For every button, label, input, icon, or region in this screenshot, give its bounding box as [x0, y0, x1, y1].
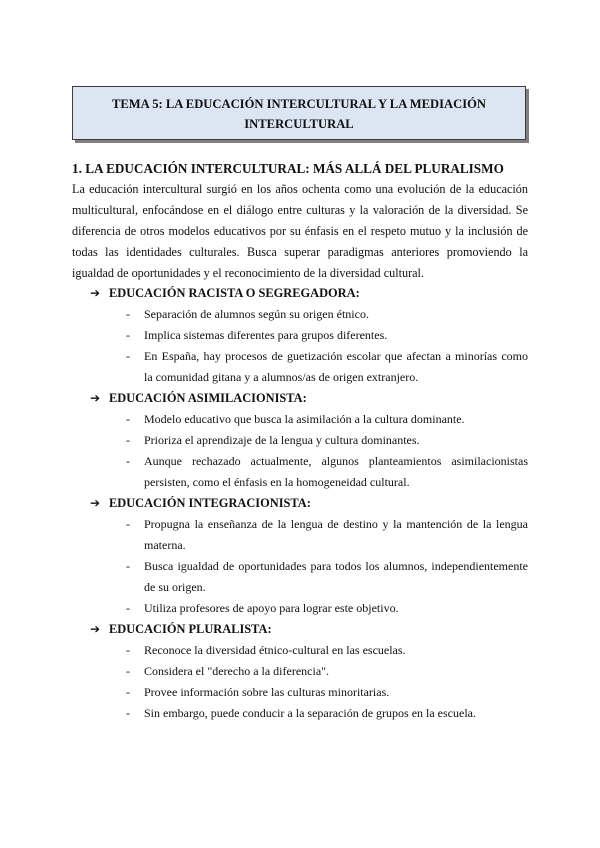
intro-line: La educación intercultural surgió en los años ochenta como una evolución de la educación: [72, 182, 528, 196]
list-item-text: Modelo educativo que busca la asimilación a la cultura dominante.: [144, 412, 465, 426]
model-heading-asimilacionista: [0, 388, 600, 409]
list-item: [0, 514, 528, 556]
list-item-text: Implica sistemas diferentes para grupos diferentes.: [144, 328, 388, 342]
list-item: [0, 451, 528, 493]
dash-icon: -: [126, 601, 130, 615]
model-heading-pluralista: [0, 619, 600, 640]
list-item: [0, 430, 528, 451]
dash-icon: -: [126, 685, 130, 699]
list-item-text: En España, hay procesos de guetización escolar que afectan a minorías como: [144, 349, 528, 363]
dash-icon: -: [126, 706, 130, 720]
intro-line: multicultural, enfocándose en el diálogo entre culturas y la valoración de la diversidad. Se: [72, 203, 528, 217]
models-list: [0, 283, 600, 724]
dash-icon: -: [126, 664, 130, 678]
list-item-text: Aunque rechazado actualmente, algunos planteamientos asimilacionistas: [144, 454, 528, 468]
dash-icon: -: [126, 559, 130, 573]
intro-line: diferencia de otros modelos educativos por su énfasis en el respeto mutuo y la inclusión de: [72, 224, 528, 238]
list-item: [0, 640, 528, 661]
list-item-text: materna.: [144, 538, 186, 552]
title-line-1: TEMA 5: LA EDUCACIÓN INTERCULTURAL Y LA MEDIACIÓN: [111, 97, 487, 111]
arrow-icon: ➔: [90, 496, 101, 510]
intro-line: todas las identidades culturales. Busca superar paradigmas anteriores promoviendo la: [72, 245, 528, 259]
list-item-text: la comunidad gitana y a alumnos/as de origen extranjero.: [144, 370, 419, 384]
list-item-text: Provee información sobre las culturas minoritarias.: [144, 685, 390, 699]
list-item: [0, 598, 528, 619]
dash-icon: -: [126, 433, 130, 447]
intro-line: igualdad de oportunidades y el reconocimiento de la diversidad cultural.: [72, 266, 424, 280]
list-item-text: Reconoce la diversidad étnico-cultural en las escuelas.: [144, 643, 406, 657]
list-item-text: Busca igualdad de oportunidades para todos los alumnos, independientemente: [144, 559, 528, 573]
list-item: [0, 703, 528, 724]
model-heading-integracionista: [0, 493, 600, 514]
dash-icon: -: [126, 328, 130, 342]
arrow-icon: ➔: [90, 286, 101, 300]
intro-paragraph: [72, 179, 528, 284]
dash-icon: -: [126, 454, 130, 468]
arrow-icon: ➔: [90, 391, 101, 405]
model-heading-racista: [0, 283, 600, 304]
section-heading: 1. LA EDUCACIÓN INTERCULTURAL: MÁS ALLÁ DEL PLURALISMO: [72, 161, 504, 176]
list-item-text: Sin embargo, puede conducir a la separación de grupos en la escuela.: [144, 706, 476, 720]
list-item: [0, 556, 528, 598]
dash-icon: -: [126, 517, 130, 531]
list-item-text: Considera el "derecho a la diferencia".: [144, 664, 330, 678]
list-item: [0, 409, 528, 430]
dash-icon: -: [126, 412, 130, 426]
list-item-text: Utiliza profesores de apoyo para lograr este objetivo.: [144, 601, 399, 615]
model-heading-label: EDUCACIÓN PLURALISTA:: [109, 622, 272, 636]
list-item-text: Propugna la enseñanza de la lengua de destino y la mantención de la lengua: [144, 517, 528, 531]
list-item: [0, 346, 528, 388]
list-item: [0, 304, 528, 325]
title-line-2: INTERCULTURAL: [244, 117, 354, 131]
dash-icon: -: [126, 349, 130, 363]
dash-icon: -: [126, 643, 130, 657]
list-item-text: de su origen.: [144, 580, 206, 594]
arrow-icon: ➔: [90, 622, 101, 636]
list-item-text: Prioriza el aprendizaje de la lengua y cultura dominantes.: [144, 433, 420, 447]
list-item-text: Separación de alumnos según su origen étnico.: [144, 307, 369, 321]
model-heading-label: EDUCACIÓN RACISTA O SEGREGADORA:: [109, 286, 360, 300]
list-item: [0, 682, 528, 703]
list-item-text: persisten, como el énfasis en la homogeneidad cultural.: [144, 475, 410, 489]
title-box: [72, 86, 526, 140]
list-item: [0, 325, 528, 346]
dash-icon: -: [126, 307, 130, 321]
model-heading-label: EDUCACIÓN INTEGRACIONISTA:: [109, 496, 311, 510]
model-heading-label: EDUCACIÓN ASIMILACIONISTA:: [109, 391, 307, 405]
list-item: [0, 661, 528, 682]
